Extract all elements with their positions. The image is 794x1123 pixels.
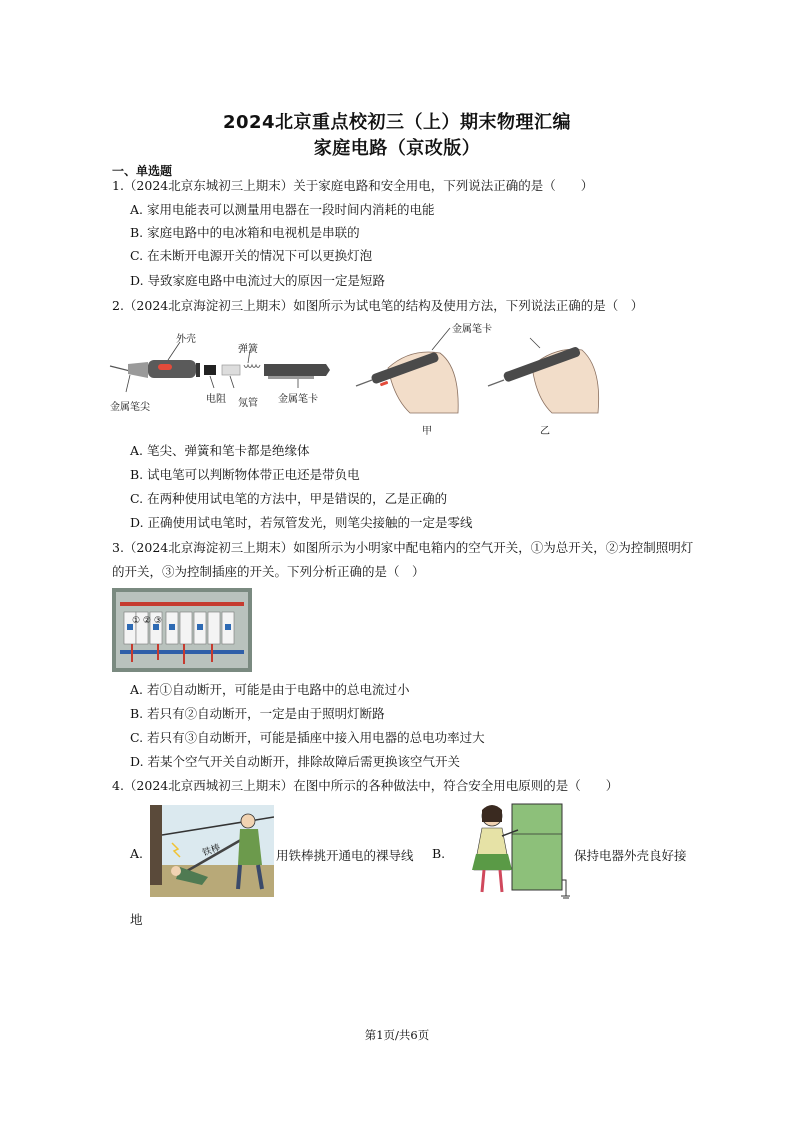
question-3-stem-line2: 的开关，③为控制插座的开关。下列分析正确的是（ ） bbox=[112, 564, 425, 579]
label-spring: 弹簧 bbox=[238, 344, 258, 355]
question-4-stem: 4.（2024北京西城初三上期末）在图中所示的各种做法中，符合安全用电原则的是（ ） bbox=[112, 778, 619, 793]
question-2-stem: 2.（2024北京海淀初三上期末）如图所示为试电笔的结构及使用方法，下列说法正确的是（ ） bbox=[112, 298, 644, 313]
page-footer: 第1页/共6页 bbox=[364, 1028, 430, 1042]
question-3-option-c: C. 若只有③自动断开，可能是插座中接入用电器的总电功率过大 bbox=[130, 730, 485, 745]
question-3-stem-line1: 3.（2024北京海淀初三上期末）如图所示为小明家中配电箱内的空气开关，①为总开关，②为控制照明灯 bbox=[112, 540, 694, 555]
label-yi: 乙 bbox=[540, 426, 550, 437]
circuit-breaker-panel-photo bbox=[112, 588, 252, 672]
label-jia: 甲 bbox=[422, 426, 432, 437]
question-4-option-b-letter: B. bbox=[432, 846, 446, 861]
test-pen-usage-figure bbox=[350, 318, 610, 438]
iron-rod-cartoon bbox=[150, 805, 274, 897]
document-title: 2024北京重点校初三（上）期末物理汇编 bbox=[222, 112, 572, 133]
question-4-option-b-text-wrap: 地 bbox=[130, 912, 143, 927]
question-1-option-d: D. 导致家庭电路中电流过大的原因一定是短路 bbox=[130, 273, 386, 288]
breaker-markers: ① ② ③ bbox=[132, 616, 162, 626]
question-2-option-c: C. 在两种使用试电笔的方法中，甲是错误的，乙是正确的 bbox=[130, 491, 448, 506]
question-2-option-b: B. 试电笔可以判断物体带正电还是带负电 bbox=[130, 467, 360, 482]
question-1-option-a: A. 家用电能表可以测量用电器在一段时间内消耗的电能 bbox=[130, 202, 435, 217]
question-1-option-b: B. 家庭电路中的电冰箱和电视机是串联的 bbox=[130, 225, 360, 240]
label-metal-clip: 金属笔卡 bbox=[278, 394, 318, 405]
document-subtitle: 家庭电路（京改版） bbox=[313, 138, 481, 159]
label-resistor: 电阻 bbox=[206, 394, 226, 405]
question-4-option-a-text: 用铁棒挑开通电的裸导线 bbox=[276, 848, 414, 863]
question-2-option-a: A. 笔尖、弹簧和笔卡都是绝缘体 bbox=[130, 443, 310, 458]
fridge-grounding-cartoon bbox=[458, 800, 570, 900]
question-1-option-c: C. 在未断开电源开关的情况下可以更换灯泡 bbox=[130, 248, 373, 263]
iron-rod-label: 铁棒 bbox=[201, 843, 222, 859]
test-pen-structure-figure bbox=[108, 320, 348, 420]
section-heading: 一、单选题 bbox=[112, 164, 173, 178]
question-3-option-d: D. 若某个空气开关自动断开，排除故障后需更换该空气开关 bbox=[130, 754, 461, 769]
label-metal-clip-2: 金属笔卡 bbox=[452, 324, 492, 335]
label-metal-tip: 金属笔尖 bbox=[110, 402, 150, 413]
question-2-option-d: D. 正确使用试电笔时，若氖管发光，则笔尖接触的一定是零线 bbox=[130, 515, 473, 530]
question-4-option-a-letter: A. bbox=[130, 846, 144, 861]
label-shell: 外壳 bbox=[176, 334, 196, 345]
question-3-option-b: B. 若只有②自动断开，一定是由于照明灯断路 bbox=[130, 706, 385, 721]
question-3-option-a: A. 若①自动断开，可能是由于电路中的总电流过小 bbox=[130, 682, 410, 697]
label-neon-tube: 氖管 bbox=[238, 398, 258, 409]
question-1-stem: 1.（2024北京东城初三上期末）关于家庭电路和安全用电，下列说法正确的是（ ） bbox=[112, 178, 594, 193]
question-4-option-b-text: 保持电器外壳良好接 bbox=[574, 848, 687, 863]
